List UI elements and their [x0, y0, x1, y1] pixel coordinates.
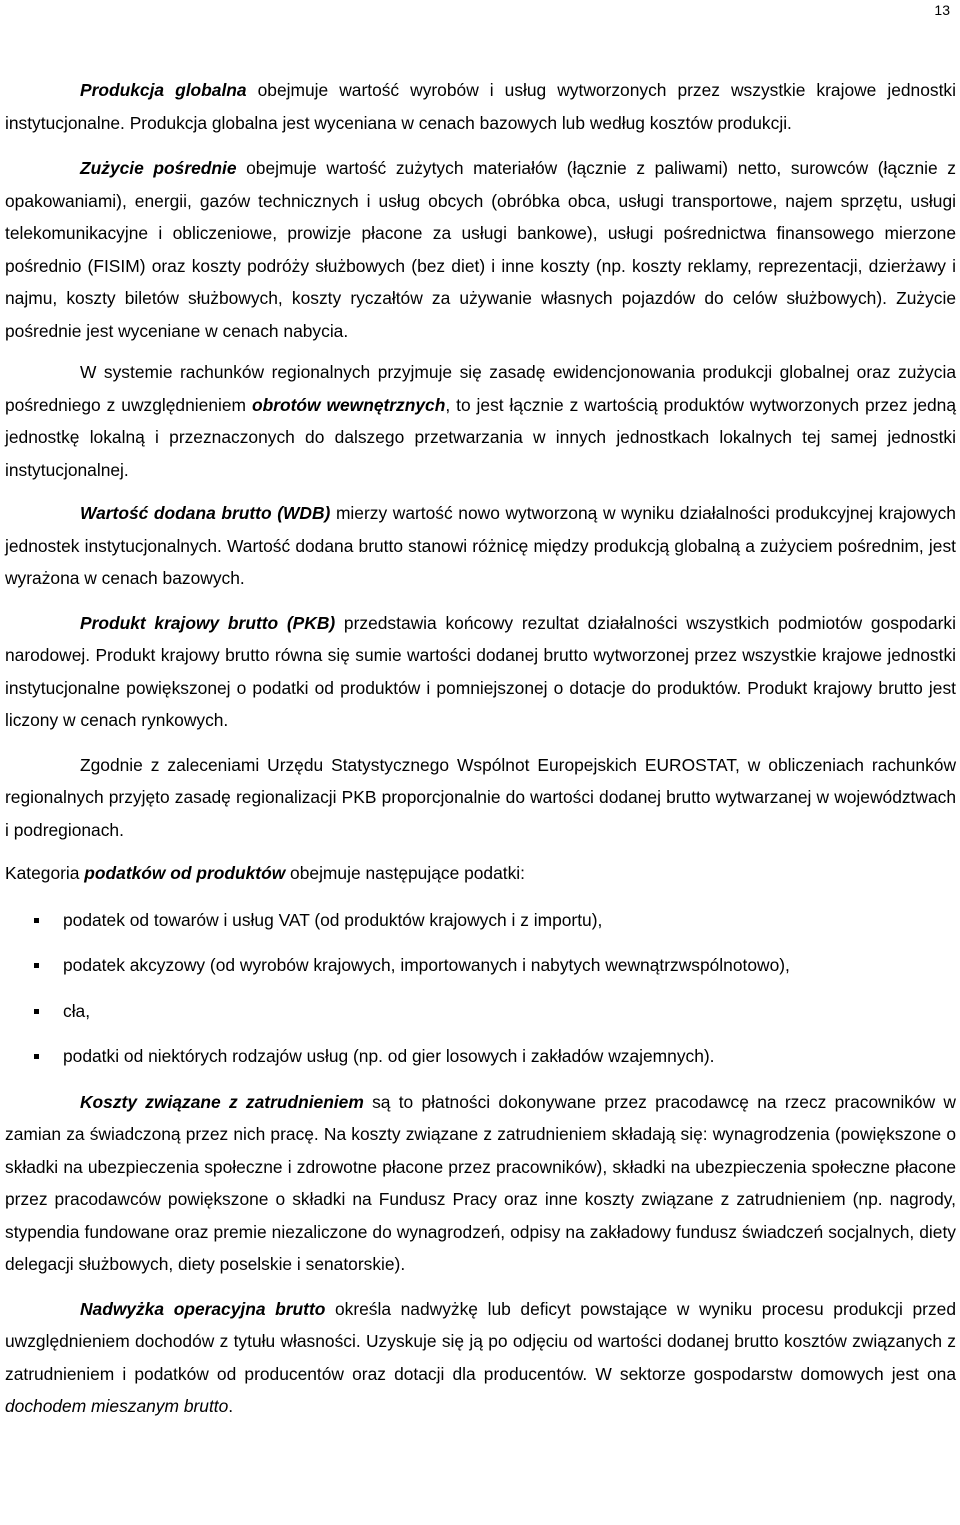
term-podatki-od-produktow: podatków od produktów	[84, 863, 286, 883]
paragraph-zuzycie-posrednie	[5, 152, 956, 347]
paragraph-produkcja-globalna	[5, 74, 956, 139]
paragraph-koszty-zatrudnienia	[5, 1086, 956, 1281]
square-bullet-icon	[34, 1054, 39, 1059]
paragraph-text: , to jest łącznie z wartością produktów wytworzonych przez jedną jednostkę lokalną i przeznaczonych do dalszego przetwarzania w innych jednostkach lokalnych tej samej jednostki instytucjonalnej.	[5, 394, 957, 480]
square-bullet-icon	[34, 1009, 39, 1014]
paragraph-wdb	[5, 497, 956, 595]
page-number: 13	[934, 2, 950, 18]
term-koszty-zatrudnienia: Koszty związane z zatrudnieniem	[80, 1091, 364, 1112]
term-zuzycie-posrednie: Zużycie pośrednie	[80, 158, 237, 178]
paragraph-text: Kategoria	[5, 863, 85, 883]
document-body	[5, 74, 956, 1423]
list-item: cła,	[5, 995, 956, 1028]
term-dochod-mieszany: dochodem mieszanym brutto	[5, 1396, 229, 1416]
paragraph-pkb	[5, 607, 956, 737]
list-item: podatki od niektórych rodzajów usług (np. od gier losowych i zakładów wzajemnych).	[5, 1040, 956, 1073]
tax-list	[5, 904, 956, 1073]
term-wdb: Wartość dodana brutto (WDB)	[80, 503, 331, 523]
term-nadwyzka-operacyjna: Nadwyżka operacyjna brutto	[80, 1298, 326, 1319]
square-bullet-icon	[34, 918, 39, 923]
paragraph-text: mierzy wartość nowo wytworzoną w wyniku działalności produkcyjnej krajowych jednostek instytucjonalnych. Wartość dodana brutto stanowi różnicę między produkcją globalną a zużyciem pośrednim, jest wyrażona w cenach bazowych.	[5, 503, 956, 588]
paragraph-eurostat	[5, 749, 956, 847]
square-bullet-icon	[34, 963, 39, 968]
paragraph-text: .	[228, 1396, 234, 1416]
paragraph-text: określa nadwyżkę lub deficyt powstające w wyniku procesu produkcji przed uwzględnieniem dochodów z tytułu własności. Uzyskuje się ją po odjęciu od wartości dodanej brutto kosztów związanych z zatrudnieniem i podatków od producentów oraz dotacji dla producentów. W sektorze gospodarstw domowych jest ona	[5, 1298, 956, 1384]
paragraph-podatki-od-produktow	[5, 857, 956, 890]
paragraph-text: Zgodnie z zaleceniami Urzędu Statystycznego Wspólnot Europejskich EUROSTAT, w obliczeniach rachunków regionalnych przyjęto zasadę regionalizacji PKB proporcjonalnie do wartości dodanej brutto wytwarzanej w województwach i podregionach.	[5, 754, 956, 840]
list-item: podatek akcyzowy (od wyrobów krajowych, importowanych i nabytych wewnątrzwspólnotowo),	[5, 949, 956, 982]
paragraph-text: są to płatności dokonywane przez pracodawcę na rzecz pracowników w zamian za świadczoną przez nich pracę. Na koszty związane z zatrudnieniem składają się: wynagrodzenia (powiększone o składki na ubezpieczenia społeczne i zdrowotne płacone przez pracowników), składki na ubezpieczenia społeczne płacone przez pracodawców powiększone o składki na Fundusz Pracy oraz inne koszty związane z zatrudnieniem (np. nagrody, stypendia fundowane oraz premie niezaliczone do wynagrodzeń, odpisy na zakładowy fundusz świadczeń socjalnych, diety delegacji służbowych, diety poselskie i senatorskie).	[5, 1091, 956, 1274]
paragraph-text: obejmuje następujące podatki:	[285, 863, 525, 883]
term-obroty-wewnetrzne: obrotów wewnętrznych	[251, 394, 446, 415]
paragraph-text: obejmuje wartość zużytych materiałów (łącznie z paliwami) netto, surowców (łącznie z opakowaniami), energii, gazów technicznych i usług obcych (obróbka obca, usługi transportowe, najem sprzętu, usługi telekomunikacyjne i obliczeniowe, prowizje płacone za usługi bankowe), usługi pośrednictwa finansowego mierzone pośrednio (FISIM) oraz koszty podróży służbowych (bez diet) i inne koszty (np. koszty reklamy, reprezentacji, dzierżawy i najmu, koszty biletów służbowych, koszty ryczałtów za używanie własnych pojazdów do celów służbowych). Zużycie pośrednie jest wyceniane w cenach nabycia.	[5, 158, 956, 341]
term-pkb: Produkt krajowy brutto (PKB)	[80, 612, 336, 633]
paragraph-text: przedstawia końcowy rezultat działalności wszystkich podmiotów gospodarki narodowej. Produkt krajowy brutto równa się sumie wartości dodanej brutto wytworzonej przez wszystkie krajowe jednostki instytucjonalne powiększonej o podatki od produktów i pomniejszonej o dotacje do produktów. Produkt krajowy brutto jest liczony w cenach rynkowych.	[5, 612, 956, 730]
paragraph-text: W systemie rachunków regionalnych przyjmuje się zasadę ewidencjonowania produkcji globalnej oraz zużycia pośredniego z uwzględnieniem	[5, 362, 956, 415]
paragraph-nadwyzka-operacyjna	[5, 1293, 956, 1423]
term-produkcja-globalna: Produkcja globalna	[80, 80, 247, 100]
paragraph-obroty-wewnetrzne	[5, 356, 956, 486]
paragraph-text: obejmuje wartość wyrobów i usług wytworzonych przez wszystkie krajowe jednostki instytucjonalne. Produkcja globalna jest wyceniana w cenach bazowych lub według kosztów produkcji.	[5, 80, 956, 133]
list-item: podatek od towarów i usług VAT (od produktów krajowych i z importu),	[5, 904, 956, 937]
